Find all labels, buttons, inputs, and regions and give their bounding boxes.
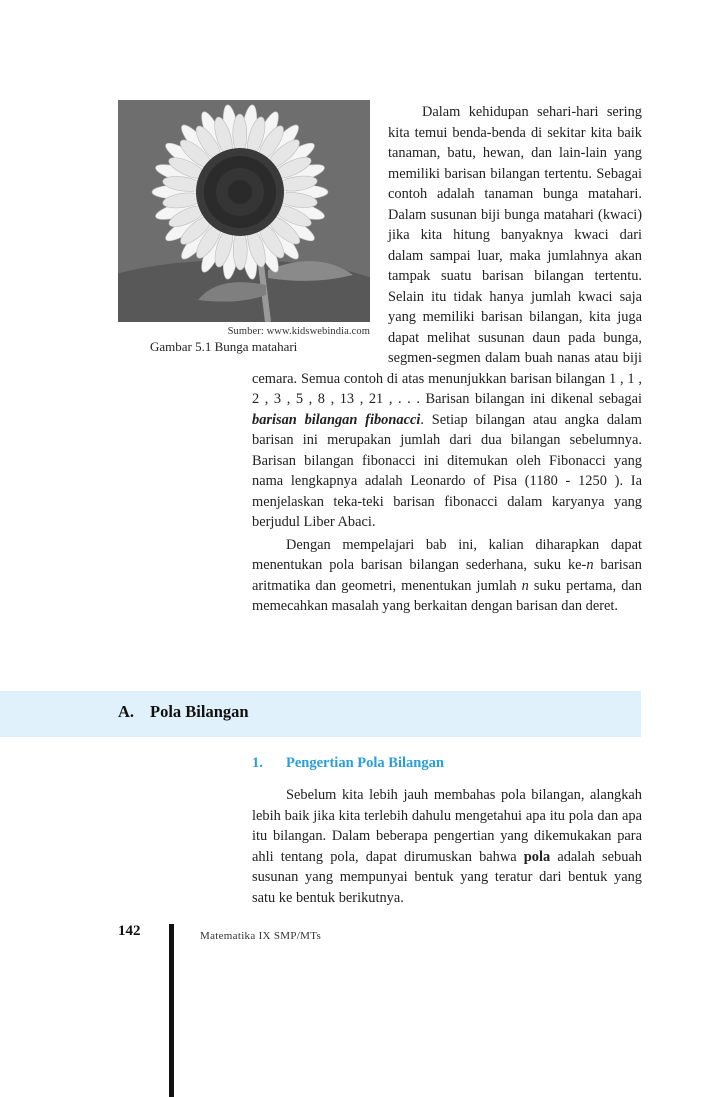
intro-text-part: Dalam kehidupan sehari-hari sering kita temui benda-benda di sekitar kita baik tanaman, batu, hewan, dan lain-lain yang memiliki barisan bilangan tertentu. Sebagai contoh adalah tanaman bunga matahari. Dalam susunan biji bunga matahari (kwaci) jika kita hitung banyaknya kwaci dari dalam sampai luar, maka jumlahnya akan tampak suatu barisan bilangan tertentu. Selain itu tidak hanya jumlah kwaci saja yang memiliki barisan bilangan, kita juga dapat melihat susunan daun pada bunga, segmen-segmen dalam buah nanas atau biji cemara. Semua contoh di atas menunjukkan barisan bilangan 1 , 1 , 2 , 3 , 5 , 8 , 13 , 21 , . . . Barisan bilangan ini dikenal sebagai <box>252 104 642 407</box>
figure-wrap-space <box>252 102 388 362</box>
section-heading <box>118 702 249 722</box>
intro-text-part: suku pertama, dan memecahkan masalah yang berkaitan dengan barisan dan deret. <box>252 577 642 614</box>
intro-text-part: . Setiap bilangan atau angka dalam barisan ini merupakan jumlah dari dua bilangan sebelumnya. Barisan bilangan fibonacci ini ditemukan oleh Fibonacci yang nama lengkapnya adalah Leonardo of Pisa (1180 - 1250 ). Ia menjelaskan teka-teki barisan fibonacci dalam karyanya yang berjudul Liber Abaci. <box>252 411 642 530</box>
section-letter: A. <box>118 702 135 721</box>
variable-n: n <box>521 577 529 594</box>
section-title: Pola Bilangan <box>150 702 249 721</box>
footer-vertical-rule <box>169 924 174 1097</box>
subsection-heading <box>252 755 444 772</box>
subsection-number: 1. <box>252 755 263 771</box>
intro-text <box>252 102 642 617</box>
intro-text-part: Dengan mempelajari bab ini, kalian diharapkan dapat menentukan pola barisan bilangan sederhana, suku ke- <box>252 536 642 573</box>
page-number: 142 <box>118 923 141 939</box>
keyword-pola: pola <box>523 848 551 865</box>
fibonacci-term: barisan bilangan fibonacci <box>252 411 421 428</box>
body-text-part: adalah sebuah susunan yang mempunyai bentuk yang teratur dari bentuk yang satu ke bentuk berikutnya. <box>252 848 642 906</box>
intro-text-part: barisan aritmatika dan geometri, menentukan jumlah <box>252 557 642 594</box>
running-title: Matematika IX SMP/MTs <box>200 930 322 942</box>
variable-n: n <box>586 557 594 573</box>
figure-caption: Gambar 5.1 Bunga matahari <box>150 339 298 354</box>
image-source-credit: Sumber: www.kidswebindia.com <box>227 326 370 337</box>
body-text-part: Sebelum kita lebih jauh membahas pola bilangan, alangkah lebih baik jika kita terlebih dahulu mengetahui apa itu pola dan apa itu bilangan. Dalam beberapa pengertian yang dikemukakan para ahli tentang pola, dapat dirumuskan bahwa <box>252 787 642 865</box>
intro-paragraph-2 <box>252 535 642 617</box>
section-header-band <box>0 691 641 737</box>
subsection-title: Pengertian Pola Bilangan <box>286 755 444 771</box>
body-paragraph <box>252 785 642 908</box>
